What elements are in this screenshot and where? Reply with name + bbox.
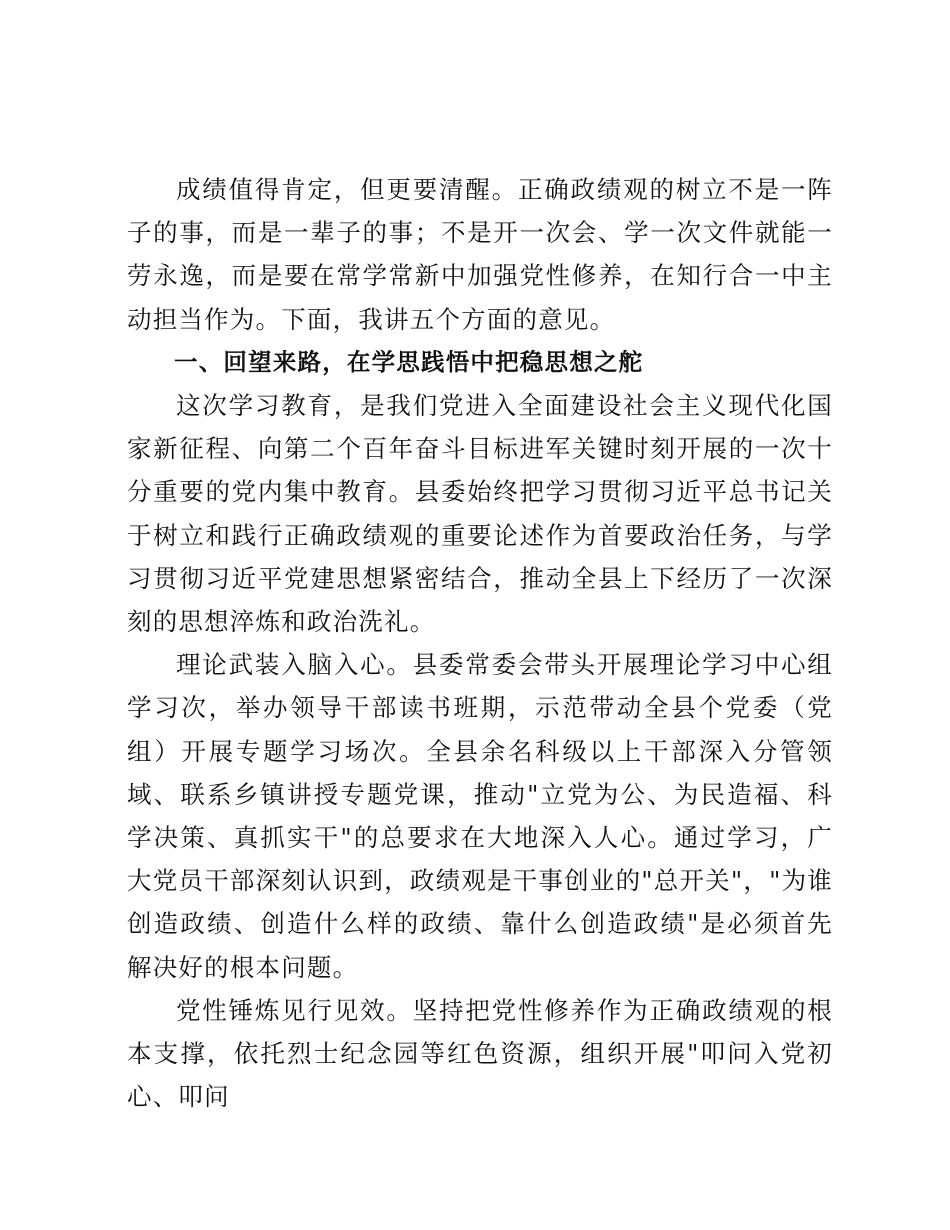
paragraph-study-education: 这次学习教育，是我们党进入全面建设社会主义现代化国家新征程、向第二个百年奋斗目标进军关键时刻开展的一次十分重要的党内集中教育。县委始终把学习贯彻习近平总书记关于树立和践行正确政绩观的重要论述作为首要政治任务，与学习贯彻习近平党建思想紧密结合，推动全县上下经历了一次深刻的思想淬炼和政治洗礼。 bbox=[127, 391, 833, 637]
paragraph-theory-armament: 理论武装入脑入心。县委常委会带头开展理论学习中心组学习次，举办领导干部读书班期，示范带动全县个党委（党组）开展专题学习场次。全县余名科级以上干部深入分管领域、联系乡镇讲授专题党课，推动"立党为公、为民造福、科学决策、真抓实干"的总要求在大地深入人心。通过学习，广大党员干部深刻认识到，政绩观是干事创业的"总开关"，"为谁创造政绩、创造什么样的政绩、靠什么创造政绩"是必须首先解决好的根本问题。 bbox=[127, 650, 833, 982]
paragraph-intro: 成绩值得肯定，但更要清醒。正确政绩观的树立不是一阵子的事，而是一辈子的事；不是开一次会、学一次文件就能一劳永逸，而是要在常学常新中加强党性修养，在知行合一中主动担当作为。下面，我讲五个方面的意见。 bbox=[127, 175, 833, 334]
paragraph-party-spirit: 党性锤炼见行见效。坚持把党性修养作为正确政绩观的根本支撑，依托烈士纪念园等红色资源，组织开展"叩问入党初心、叩问 bbox=[127, 995, 833, 1112]
document-body bbox=[127, 168, 833, 1118]
section-heading-1: 一、回望来路，在学思践悟中把稳思想之舵 bbox=[174, 347, 644, 376]
